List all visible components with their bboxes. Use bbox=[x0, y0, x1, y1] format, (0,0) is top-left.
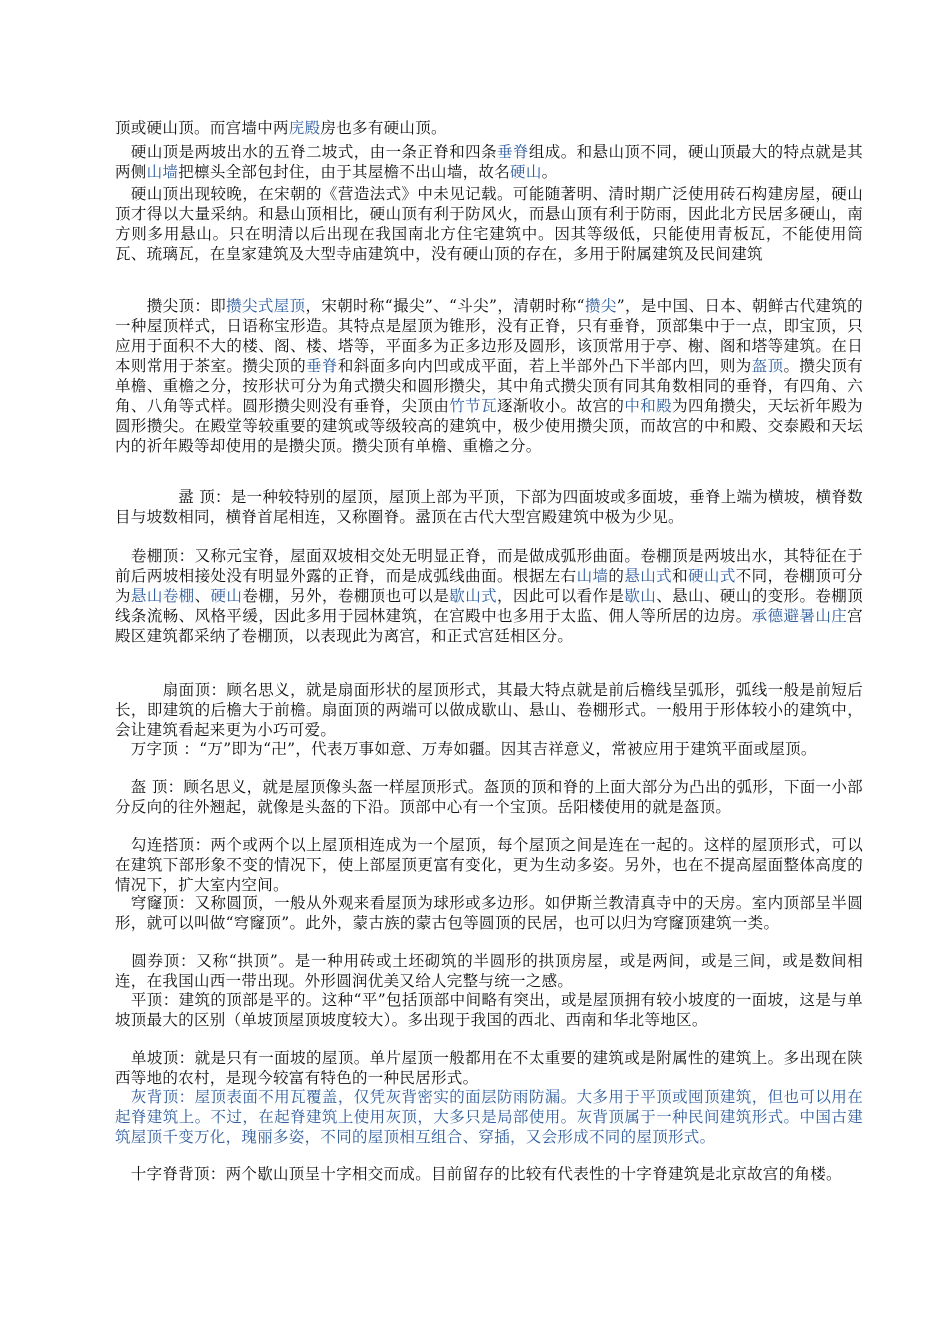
term-link[interactable]: 垂脊 bbox=[306, 357, 338, 375]
paragraph-hard-gable-definition bbox=[115, 142, 863, 182]
paragraph-text: 和 bbox=[672, 567, 689, 585]
paragraph-cross-ridge-roof bbox=[115, 1164, 863, 1184]
paragraph-text: ，因此可以看作是 bbox=[497, 587, 625, 605]
paragraph-text: 逐渐收小。故宫的 bbox=[497, 397, 625, 415]
paragraph-text: 勾连搭顶：两个或两个以上屋顶相连成为一个屋顶，每个屋顶之间是连在一起的。这样的屋顶形式，可以在建筑下部形象不变的情况下，使上部屋顶更富有变化，更为生动多姿。另外，也在不提高屋面整体高度的情况下，扩大室内空间。 bbox=[115, 836, 863, 894]
paragraph-text: 卷棚，另外，卷棚顶也可以是 bbox=[242, 587, 450, 605]
paragraph-text: 、悬山、硬山的变形。卷棚顶线条流畅、风格平缓，因此多用于园林建筑，在宫殿中也多用于太监、佣人等所居的边房。 bbox=[115, 587, 863, 625]
paragraph-text: 的 bbox=[608, 567, 625, 585]
paragraph-swastika-roof bbox=[115, 739, 863, 759]
term-link[interactable]: 歇山式 bbox=[449, 587, 498, 605]
paragraph-linked-roof bbox=[115, 835, 863, 895]
paragraph-text: 和斜面多向内凹或成平面，若上半部外凸下半部内凹，则为 bbox=[337, 357, 752, 375]
paragraph-vault-roof bbox=[115, 951, 863, 991]
paragraph-text: 单坡顶：就是只有一面坡的屋顶。单片屋顶一般都用在不太重要的建筑或是附属性的建筑上。多出现在陕西等地的农村，是现今较富有特色的一种民居形式。 bbox=[115, 1049, 863, 1087]
paragraph-text: 宫殿区建筑都采纳了卷棚顶，以表现此为离宫，和正式宫廷相区分。 bbox=[115, 607, 863, 645]
term-link[interactable]: 山墙 bbox=[146, 163, 179, 181]
paragraph-text: 组成。和悬山顶不同，硬山顶最大的特点就是其两侧 bbox=[115, 143, 863, 181]
paragraph-text: 盔 顶：顾名思义，就是屋顶像头盔一样屋顶形式。盔顶的顶和脊的上面大部分为凸出的弧形，下面一小部分反向的往外翘起，就像是头盔的下沿。顶部中心有一个宝顶。岳阳楼使用的就是盔顶。 bbox=[115, 778, 863, 816]
paragraph-text: 房也多有硬山顶。 bbox=[320, 119, 447, 137]
term-link[interactable]: 攒尖 bbox=[584, 297, 617, 315]
paragraph-text: 不同，卷棚顶可分为 bbox=[115, 567, 863, 605]
term-link[interactable]: 承德避暑山庄 bbox=[751, 607, 848, 625]
paragraph-fan-roof bbox=[115, 680, 863, 740]
paragraph-text: 。攒尖顶有单檐、重檐之分，按形状可分为角式攒尖和圆形攒尖，其中角式攒尖顶有同其角数相同的垂脊，有四角、六角、八角等式样。圆形攒尖则没有垂脊，尖顶由 bbox=[115, 357, 863, 415]
term-link[interactable]: 悬山卷棚 bbox=[130, 587, 195, 605]
term-link[interactable]: 硬山 bbox=[510, 163, 542, 181]
paragraph-text: 为四角攒尖，天坛祈年殿为圆形攒尖。在殿堂等较重要的建筑或等级较高的建筑中，极少使用攒尖顶，而故宫的中和殿、交泰殿和天坛内的祈年殿等却使用的是攒尖顶。攒尖顶有单檐、重檐之分。 bbox=[115, 397, 863, 455]
paragraph-text: 扇面顶：顾名思义，就是扇面形状的屋顶形式，其最大特点就是前后檐线呈弧形，弧线一般是前短后长，即建筑的后檐大于前檐。扇面顶的两端可以做成歇山、悬山、卷棚形式。一般用于形体较小的建筑中，会让建筑看起来更为小巧可爱。 bbox=[115, 681, 863, 739]
paragraph-rolled-roof bbox=[115, 546, 863, 646]
paragraph-text: 十字脊背顶：两个歇山顶呈十字相交而成。目前留存的比较有代表性的十字脊建筑是北京故宫的角楼。 bbox=[115, 1165, 842, 1183]
paragraph-helmet-roof bbox=[115, 777, 863, 817]
paragraph-text: 硬山顶出现较晚，在宋朝的《营造法式》中未见记载。可能随著明、清时期广泛使用砖石构建房屋，硬山顶才得以大量采纳。和悬山顶相比，硬山顶有利于防风火，而悬山顶有利于防雨，因此北方民居多硬山，南方则多用悬山。只在明清以后出现在我国南北方住宅建筑中。因其等级低，只能使用青板瓦，不能使用筒瓦、琉璃瓦，在皇家建筑及大型寺庙建筑中，没有硬山顶的存在，多用于附属建筑及民间建筑 bbox=[115, 185, 863, 263]
paragraph-text: 穹窿顶：又称圆顶，一般从外观来看屋顶为球形或多边形。如伊斯兰教清真寺中的天房。室内顶部呈半圆形，就可以叫做“穹窿顶”。此外，蒙古族的蒙古包等圆顶的民居，也可以归为穹窿顶建筑一类。 bbox=[115, 894, 863, 932]
term-link[interactable]: 庑殿 bbox=[288, 119, 321, 137]
paragraph-text: 。 bbox=[541, 163, 558, 181]
paragraph-text: 盝 顶：是一种较特别的屋顶，屋顶上部为平顶，下部为四面坡或多面坡，垂脊上端为横坡，横脊数目与坡数相同，横脊首尾相连，又称圈脊。盝顶在古代大型宫殿建筑中极为少见。 bbox=[115, 488, 863, 526]
paragraph-single-slope-roof bbox=[115, 1048, 863, 1088]
term-link[interactable]: 攒尖式屋顶 bbox=[226, 297, 306, 315]
paragraph-text: 平顶：建筑的顶部是平的。这种“平”包括顶部中间略有突出，或是屋顶拥有较小坡度的一面坡，这是与单坡顶最大的区别（单坡顶屋顶坡度较大）。多出现于我国的西北、西南和华北等地区。 bbox=[115, 991, 863, 1029]
paragraph-dome-roof bbox=[115, 893, 863, 933]
term-link[interactable]: 垂脊 bbox=[497, 143, 529, 161]
paragraph-text: 卷棚顶：又称元宝脊，屋面双坡相交处无明显正脊，而是做成弧形曲面。卷棚顶是两坡出水，其特征在于前后两坡相接处没有明显外露的正脊，而是成弧线曲面。根据左右 bbox=[115, 547, 863, 585]
term-link[interactable]: 中和殿 bbox=[624, 397, 673, 415]
paragraph-lu-roof bbox=[115, 487, 863, 527]
paragraph-text: ，宋朝时称“撮尖”、“斗尖”，清朝时称“ bbox=[305, 297, 585, 315]
paragraph-text: 攒尖顶：即 bbox=[115, 297, 227, 315]
paragraph-text: 硬山顶是两坡出水的五脊二坡式，由一条正脊和四条 bbox=[115, 143, 498, 161]
term-link[interactable]: 歇山 bbox=[624, 587, 657, 605]
paragraph-text: 圆券顶：又称“拱顶”。是一种用砖或土坯砌筑的半圆形的拱顶房屋，或是两间，或是三间，或是数间相连，在我国山西一带出现。外形圆润优美又给人完整与统一之感。 bbox=[115, 952, 863, 990]
term-link[interactable]: 竹节瓦 bbox=[449, 397, 497, 415]
paragraph-text: 万字顶 ：“万”即为“卍”，代表万事如意、万寿如疆。因其吉祥意义，常被应用于建筑平面或屋顶。 bbox=[115, 740, 817, 758]
paragraph-text: 顶或硬山顶。而宫墙中两 bbox=[115, 119, 289, 137]
term-link[interactable]: 硬山式 bbox=[688, 567, 736, 585]
paragraph-flat-roof bbox=[115, 990, 863, 1030]
term-link[interactable]: 山墙 bbox=[576, 567, 609, 585]
paragraph-hard-gable-intro bbox=[115, 118, 863, 138]
term-link[interactable]: 硬山 bbox=[210, 587, 243, 605]
paragraph-hard-gable-history bbox=[115, 184, 863, 264]
paragraph-text: ”，是中国、日本、朝鲜古代建筑的一种屋顶样式，日语称宝形造。其特点是屋顶为锥形，没有正脊，只有垂脊，顶部集中于一点，即宝顶，只应用于面积不大的楼、阁、楼、塔等，平面多为正多边形及圆形，该顶常用于亭、榭、阁和塔等建筑。在日本则常用于茶室。攒尖顶的 bbox=[115, 297, 863, 375]
paragraph-ash-back-roof bbox=[115, 1087, 863, 1147]
paragraph-text: 、 bbox=[194, 587, 211, 605]
paragraph-pyramidal-roof bbox=[115, 296, 863, 456]
paragraph-text: 把檩头全部包封住，由于其屋檐不出山墙，故名 bbox=[178, 163, 511, 181]
term-link[interactable]: 悬山式 bbox=[624, 567, 673, 585]
term-link[interactable]: 灰背顶：屋顶表面不用瓦覆盖，仅凭灰背密实的面层防雨防漏。大多用于平顶或囤顶建筑，但也可以用在起脊建筑上。不过，在起脊建筑上使用灰顶，大多只是局部使用。灰背顶属于一种民间建筑形式。中国古建筑屋顶千变万化，瑰丽多姿，不同的屋顶相互组合、穿插，又会形成不同的屋顶形式。 bbox=[115, 1088, 863, 1146]
term-link[interactable]: 盔顶 bbox=[751, 357, 784, 375]
